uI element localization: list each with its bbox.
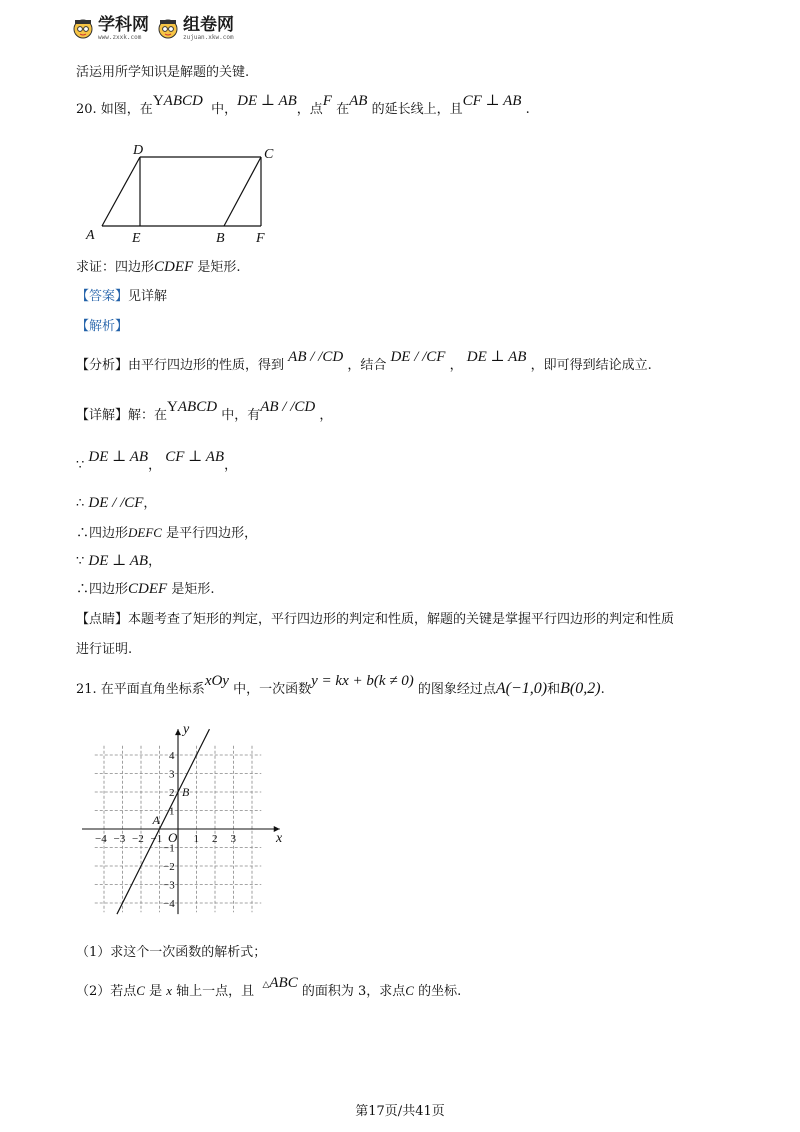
q20-mid2: ，点 bbox=[296, 102, 323, 117]
xiangjie-tag: 【详解】 bbox=[76, 408, 129, 423]
fenxi-m3: DE ⊥ AB bbox=[466, 349, 527, 365]
y-tick-label: 3 bbox=[169, 768, 175, 781]
sub2-m: ABC bbox=[269, 975, 298, 991]
parallelogram-figure bbox=[80, 138, 280, 248]
segment-ad bbox=[102, 157, 140, 226]
x-tick-label: −2 bbox=[132, 833, 144, 845]
q20-rel2: CF ⊥ AB bbox=[462, 93, 522, 109]
page-footer: 第17页/共41页 bbox=[355, 1104, 445, 1119]
coordinate-graph bbox=[82, 722, 282, 922]
step2-a: ， bbox=[143, 496, 157, 511]
prove-name: CDEF bbox=[154, 259, 194, 275]
logo-zxxk-name: 学科网 bbox=[98, 14, 149, 35]
logo-zujuan-url: zujuan.xkw.com bbox=[183, 33, 234, 41]
fenxi-b: ，结合 bbox=[347, 358, 387, 373]
q20-step5 bbox=[76, 580, 214, 599]
step1-a: ， bbox=[148, 458, 162, 473]
step1-b: ， bbox=[224, 458, 238, 473]
sub2-C: C bbox=[136, 983, 145, 998]
q21-ptB: B(0,2) bbox=[560, 680, 601, 697]
triangle-icon: △ bbox=[262, 980, 270, 990]
x-tick-label: 1 bbox=[193, 833, 199, 845]
step1-sym: ∵ bbox=[76, 458, 85, 473]
step3-b: 是平行四边形， bbox=[166, 526, 258, 541]
q21-mid3: 和 bbox=[547, 682, 561, 697]
label-D: D bbox=[133, 143, 144, 158]
x-tick-label: −3 bbox=[113, 833, 126, 845]
q20-dianjing-2: 进行证明. bbox=[76, 642, 133, 657]
origin-label: O bbox=[168, 830, 178, 845]
x-tick-label: 3 bbox=[230, 833, 236, 845]
xiangjie-m2: AB / /CD bbox=[260, 399, 316, 415]
q21-mid1: 中，一次函数 bbox=[233, 682, 312, 697]
q20-analysis bbox=[76, 318, 128, 336]
prove-suffix: 是矩形. bbox=[197, 260, 241, 275]
fenxi-d: ，即可得到结论成立. bbox=[530, 358, 652, 373]
q20-seg: AB bbox=[349, 93, 368, 109]
y-tick-label: 2 bbox=[169, 787, 175, 799]
q20-mid4: 的延长线上，且 bbox=[371, 102, 463, 117]
step2-m: DE / /CF bbox=[88, 495, 144, 511]
q21-xoy: xOy bbox=[204, 673, 229, 689]
step2-sym: ∴ bbox=[76, 496, 85, 511]
q20-fenxi bbox=[76, 349, 652, 375]
step5-b: 是矩形. bbox=[171, 582, 215, 597]
q20-step2 bbox=[76, 494, 156, 513]
logo-zxxk-url: www.zxxk.com bbox=[98, 33, 142, 41]
fenxi-tag: 【分析】 bbox=[76, 358, 129, 373]
top-line: 活运用所学知识是解题的关键. bbox=[76, 65, 250, 80]
q20-mid1: 中， bbox=[211, 102, 238, 117]
q21-ptA: A(−1,0) bbox=[495, 680, 548, 697]
label-A: A bbox=[86, 228, 95, 243]
fenxi-c: ， bbox=[449, 358, 463, 373]
q21-sub1: （1）求这个一次函数的解析式； bbox=[76, 945, 267, 960]
y-tick-label: 1 bbox=[169, 805, 175, 818]
prove-prefix: 求证：四边形 bbox=[76, 260, 155, 275]
y-axis-label: y bbox=[183, 722, 190, 737]
fenxi-a: 由平行四边形的性质，得到 bbox=[128, 358, 285, 373]
answer-tag: 【答案】 bbox=[76, 289, 129, 304]
y-axis-arrow-icon bbox=[175, 729, 181, 735]
logo-zxxk bbox=[72, 16, 149, 41]
sub2-x: x bbox=[166, 983, 173, 998]
sub2-c: 轴上一点，且 bbox=[176, 984, 255, 999]
xiangjie-sym: Y bbox=[167, 399, 178, 415]
label-E: E bbox=[132, 231, 141, 246]
q21-func: y = kx + b(k ≠ 0) bbox=[311, 673, 414, 689]
y-tick-label: 4 bbox=[169, 750, 175, 762]
step4-a: ， bbox=[148, 554, 162, 569]
logo-zujuan-name: 组卷网 bbox=[183, 14, 234, 35]
step3-m: DEFC bbox=[128, 525, 162, 540]
step5-m: CDEF bbox=[128, 581, 168, 597]
x-tick-label: −1 bbox=[150, 833, 163, 845]
label-F: F bbox=[256, 231, 265, 246]
step3-a: 四边形 bbox=[89, 526, 129, 541]
xiangjie-c: ， bbox=[319, 408, 333, 423]
q21-sub2 bbox=[76, 975, 462, 1002]
parallelogram-symbol: Y bbox=[152, 93, 164, 109]
sub2-d: 的面积为 3，求点 bbox=[301, 984, 406, 999]
q20-pointF: F bbox=[322, 93, 332, 109]
y-tick-label: −3 bbox=[163, 879, 175, 892]
sub2-a: （2）若点 bbox=[76, 984, 137, 999]
q20-prefix: 20. 如图，在 bbox=[76, 102, 153, 117]
step4-sym: ∵ bbox=[76, 554, 85, 569]
q20-statement bbox=[76, 93, 530, 119]
q20-mid3: 在 bbox=[336, 102, 350, 117]
mascot-icon bbox=[157, 17, 179, 39]
logo-zujuan bbox=[157, 16, 234, 41]
xiangjie-a: 解：在 bbox=[128, 408, 168, 423]
step1-m2: CF ⊥ AB bbox=[165, 449, 225, 465]
fenxi-m2: DE / /CF bbox=[390, 349, 446, 365]
x-tick-label: −4 bbox=[95, 833, 107, 845]
step5-sym: ∴ bbox=[76, 582, 90, 597]
sub2-b: 是 bbox=[149, 984, 163, 999]
mascot-icon bbox=[72, 17, 94, 39]
q21-mid2: 的图象经过点 bbox=[417, 682, 496, 697]
q21-prefix: 21. 在平面直角坐标系 bbox=[76, 682, 205, 697]
q20-rel1: DE ⊥ AB bbox=[237, 93, 297, 109]
q20-prove bbox=[76, 258, 240, 277]
q20-name1: ABCD bbox=[163, 93, 203, 109]
q20-dianjing bbox=[76, 611, 674, 629]
segment-bc bbox=[224, 157, 261, 226]
x-tick-label: 2 bbox=[212, 833, 218, 845]
sub2-e: 的坐标. bbox=[418, 984, 462, 999]
q20-xiangjie bbox=[76, 399, 333, 425]
y-tick-label: −1 bbox=[163, 842, 175, 855]
fenxi-m1: AB / /CD bbox=[288, 349, 344, 365]
q20-step4 bbox=[76, 552, 161, 571]
sub2-C2: C bbox=[405, 983, 414, 998]
q20-answer bbox=[76, 288, 167, 306]
step3-sym: ∴ bbox=[76, 526, 90, 541]
q21-end: . bbox=[600, 682, 605, 697]
label-B: B bbox=[216, 231, 225, 246]
step1-m1: DE ⊥ AB bbox=[88, 449, 149, 465]
answer-text: 见详解 bbox=[128, 289, 168, 304]
step5-a: 四边形 bbox=[89, 582, 129, 597]
dianjing-tag: 【点睛】 bbox=[76, 612, 129, 627]
x-axis-label: x bbox=[276, 831, 282, 846]
y-tick-label: −2 bbox=[163, 861, 175, 873]
xiangjie-b: 中，有 bbox=[221, 408, 261, 423]
q20-step3 bbox=[76, 524, 257, 543]
xiangjie-m1: ABCD bbox=[177, 399, 218, 415]
step4-m: DE ⊥ AB bbox=[88, 553, 149, 569]
point-B-label: B bbox=[182, 785, 190, 799]
analysis-tag: 【解析】 bbox=[76, 319, 129, 334]
y-tick-label: −4 bbox=[163, 898, 175, 910]
dianjing-1: 本题考查了矩形的判定，平行四边形的判定和性质，解题的关键是掌握平行四边形的判定和性质 bbox=[128, 612, 675, 627]
q21-statement bbox=[76, 673, 605, 699]
point-A-label: A bbox=[152, 813, 160, 827]
header-logos bbox=[72, 12, 234, 44]
q20-end: . bbox=[525, 102, 530, 117]
label-C: C bbox=[264, 147, 274, 162]
q20-step1 bbox=[76, 449, 238, 475]
